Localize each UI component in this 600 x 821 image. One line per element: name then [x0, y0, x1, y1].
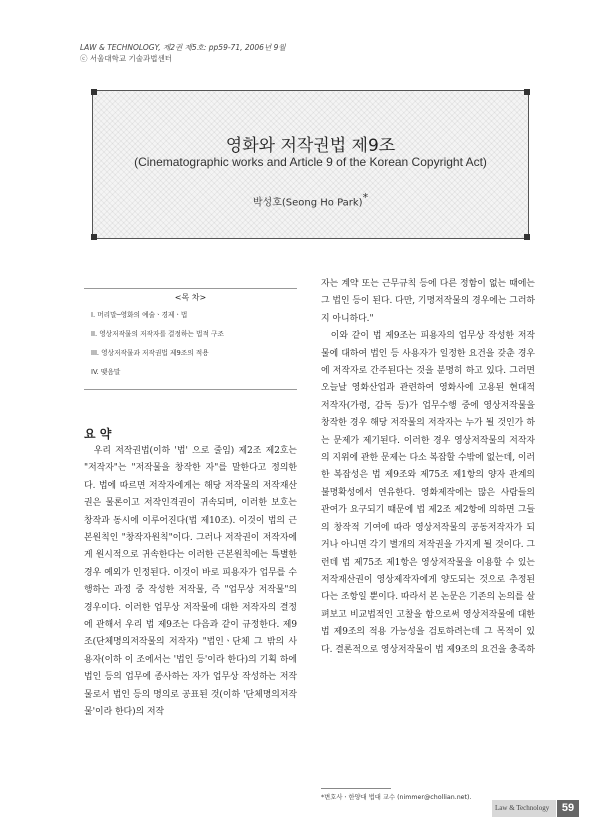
right-column [321, 276, 535, 659]
corner-square-icon [524, 234, 530, 240]
footnote-rule [321, 788, 391, 789]
publisher-line: ⓒ 서울대학교 기술과법센터 [80, 54, 172, 63]
article-title-korean: 영화와 저작권법 제9조 [225, 136, 396, 156]
corner-square-icon [524, 89, 530, 95]
author-footnote-mark: * [362, 191, 369, 204]
left-column [84, 443, 297, 722]
title-box [92, 90, 529, 239]
author-name: 박성호(Seong Ho Park) [252, 197, 363, 209]
footer-journal-name: Law & Technology [495, 804, 550, 812]
journal-citation: LAW & TECHNOLOGY, 제2권 제5호: pp59-71, 2006년 9월 [80, 43, 286, 52]
author-line [93, 191, 528, 208]
toc-heading: <목 차> [174, 293, 207, 302]
corner-square-icon [91, 234, 97, 240]
toc-item: I. 머리말─영화의 예술ㆍ경제ㆍ법 [91, 311, 188, 319]
toc-item: III. 영상저작물과 저작권법 제9조의 적용 [91, 349, 209, 357]
toc-item: II. 영상저작물의 저작자를 결정하는 법적 구조 [91, 330, 224, 338]
journal-header [80, 42, 286, 64]
summary-heading: 요 약 [84, 427, 112, 441]
toc-item: IV. 맺음말 [91, 368, 121, 376]
summary-paragraph: 자는 계약 또는 근무규칙 등에 다른 정함이 없는 때에는 그 법인 등이 된다. 다만, 기명저작물의 경우에는 그러하지 아니하다." [321, 279, 535, 324]
summary-paragraph: 우리 저작권법(이하 '법' 으로 줄임) 제2조 제2호는 "저작자"는 "저작물을 창작한 자"를 말한다고 정의한다. 법에 따르면 저작자에게는 해당 저작물의 저작재산권은 물론이고 저작인격권이 귀속되며, 이러한 보호는 창작과 동시에 이루어진다(법 제10조). 이것이 법의 근본원칙인 "창작자원칙"이다. 그러나 저작권이 저작자에게 원시적으로 귀속한다는 이러한 근본원칙에는 특별한 경우 예외가 인정된다. 이것이 바로 피용자가 업무를 수행하는 과정 중 작성한 저작물, 즉 "업무상 저작물"의 경우이다. 이러한 업무상 저작물에 대한 저작자의 결정에 관해서 우리 법 제9조는 다음과 같이 규정한다. 제9조(단체명의저작물의 저작자) "법인ㆍ단체 그 밖의 사용자(이하 이 조에서는 '법인 등'이라 한다)의 기획 하에 법인 등의 업무에 종사하는 자가 업무상 작성하는 저작물로서 법인 등의 명의로 공표된 것(이하 '단체명의저작물'이라 한다)의 저작 [84, 446, 297, 718]
author-footnote: *변호사ㆍ한양대 법대 교수 (nimmer@chollian.net). [321, 794, 472, 801]
table-of-contents [84, 288, 297, 390]
corner-square-icon [91, 89, 97, 95]
summary-paragraph: 이와 같이 법 제9조는 피용자의 업무상 작성한 저작물에 대하여 법인 등 사용자가 일정한 요건을 갖춘 경우에 저작자로 간주된다는 것을 분명히 하고 있다. 그러면 오늘날 영화산업과 관련하여 영화사에 고용된 현대적 저작자(가령, 감독 등)가 업무수행 중에 영상저작물을 창작한 경우 해당 저작물의 저작자는 누가 될 것인가 하는 문제가 제기된다. 이러한 경우 영상저작물의 저작자의 지위에 관한 문제는 다소 복잡할 수밖에 없는데, 이러한 복잡성은 법 제9조와 제75조 제1항의 양자 관계의 불명확성에서 연유한다. 영화제작에는 많은 사람들의 관여가 요구되기 때문에 법 제2조 제2항에 의하면 그들의 창작적 기여에 따라 영상저작물의 공동저작자가 되거나 아니면 각기 별개의 저작권을 가지게 될 것이다. 그런데 법 제75조 제1항은 영상저작물을 이용할 수 있는 저작재산권이 영상제작자에게 양도되는 것으로 추정된다는 조항일 뿐이다. 따라서 본 논문은 기존의 논의를 살펴보고 비교법적인 고찰을 함으로써 영상저작물에 대한 법 제9조의 적용 가능성을 검토하려는데 그 목적이 있다. 결론적으로 영상저작물이 법 제9조의 요건을 충족하 [321, 331, 536, 655]
page-number: 59 [557, 800, 579, 817]
article-title-english: (Cinematographic works and Article 9 of the Korean Copyright Act) [134, 155, 487, 169]
